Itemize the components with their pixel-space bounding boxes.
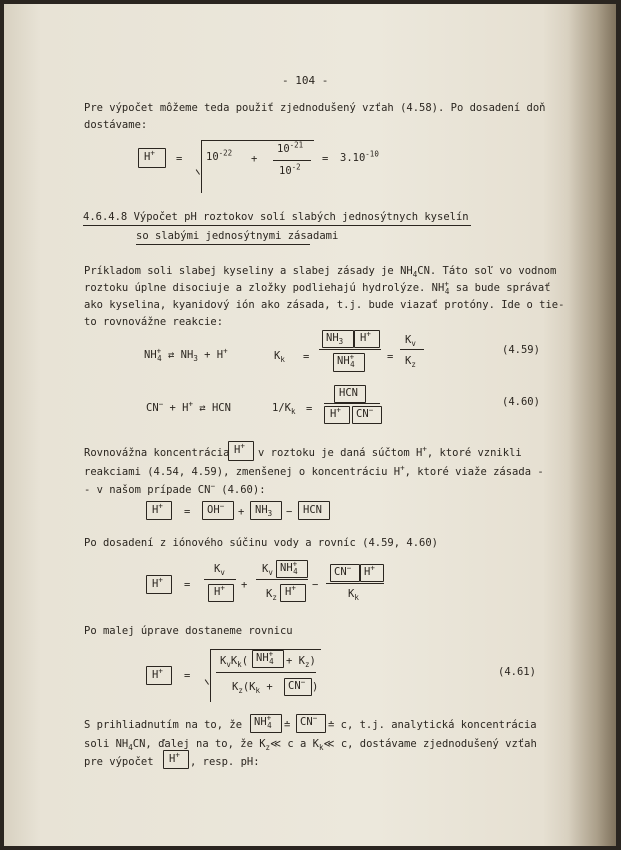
- eq-label-4-59: (4.59): [502, 344, 540, 356]
- book-page: - 104 - Pre výpočet môžeme teda použiť zjednodušený vzťah (4.58). Po dosadení doň dostávame: H+ = $10^{-22}$ + $10^{-21}$ $10^{-2}$ = $3.10^{-10}$ 4.6.4.8 Výpočet pH roztokov solí slabých jednosýtnych kyselín so slabými jednosýtnymi zásadami Príkladom soli slabej kyseliny a slabej zásady je $NH_4CN$. Táto soľ vo vodnom roztoku úplne disociuje a zložky podliehajú hydrolýze. $NH^+_4$ sa bude správať ako kyselina, kyanidový ión ako zásada, t.j. bude viazať protóny. Ide o tie- to rovnovážne reakcie: $NH^+_4$ ⇄ $NH_3 + H^+$ $K_k$ = $NH_3$ H+ $NH^+_4$ = $K_v$ $K_z$ (4.59) CN− + H+ ⇄ HCN $1/K_k$ = HCN H+ CN− (4.60) Rovnovážna koncentrácia H+ v roztoku je daná súčtom H+, ktoré vznikli reakciami (4.54, 4.59), zmenšenej o koncentráciu H+, ktoré viaže zásada - - v našom prípade CN− (4.60): H+ = OH− + $NH_3$ − HCN Po dosadení z iónového súčinu vody a rovníc (4.59, 4.60) H+ = $K_v$ H+ + $K_v$ $NH^+_4$ $K_z$ H+ − CN− H+ $K_k$ Po malej úprave dostaneme rovnicu H+ = $K_vK_k$( $NH^+_4$ + $K_z$) $K_z(K_k$ + CN− ) (4.61) S prihliadnutím na to, že $NH^+_4$ ≐ CN− ≐ c, t.j. analytická koncentrácia soli $NH_4CN$, ďalej na to, že $K_z≪$ c a $K_k≪$ c, dostávame zjednodušený vzťah pre výpočet H+ , resp. pH:: [4, 4, 616, 846]
- para4: Po malej úprave dostaneme rovnicu: [84, 625, 293, 637]
- para1-line-4: to rovnovážne reakcie:: [84, 316, 224, 328]
- para3: Po dosadení z iónového súčinu vody a rovníc (4.59, 4.60): [84, 537, 439, 549]
- para5-line-1: S prihliadnutím na to, že: [84, 719, 243, 731]
- section-heading-line-2: so slabými jednosýtnymi zásadami: [136, 230, 339, 242]
- eq-label-4-61: (4.61): [498, 666, 536, 678]
- page-shadow: [568, 4, 616, 846]
- para1-line-2: roztoku úplne disociuje a zložky podliehajú hydrolýze. $NH^+_4$ sa bude správať: [84, 279, 551, 297]
- intro-line-1: Pre výpočet môžeme teda použiť zjednodušený vzťah (4.58). Po dosadení doň: [84, 102, 546, 114]
- eq-label-4-60: (4.60): [502, 396, 540, 408]
- para2-line-1: Rovnovážna koncentrácia: [84, 447, 230, 459]
- intro-line-2: dostávame:: [84, 119, 148, 131]
- page-number: - 104 -: [282, 74, 329, 87]
- para1-line-3: ako kyselina, kyanidový ión ako zásada, t.j. bude viazať protóny. Ide o tie-: [84, 299, 565, 311]
- section-heading: 4.6.4.8 Výpočet pH roztokov solí slabých jednosýtnych kyselín: [83, 211, 469, 223]
- para1-line-1: Príkladom soli slabej kyseliny a slabej zásady je $NH_4CN$. Táto soľ vo vodnom: [84, 265, 557, 280]
